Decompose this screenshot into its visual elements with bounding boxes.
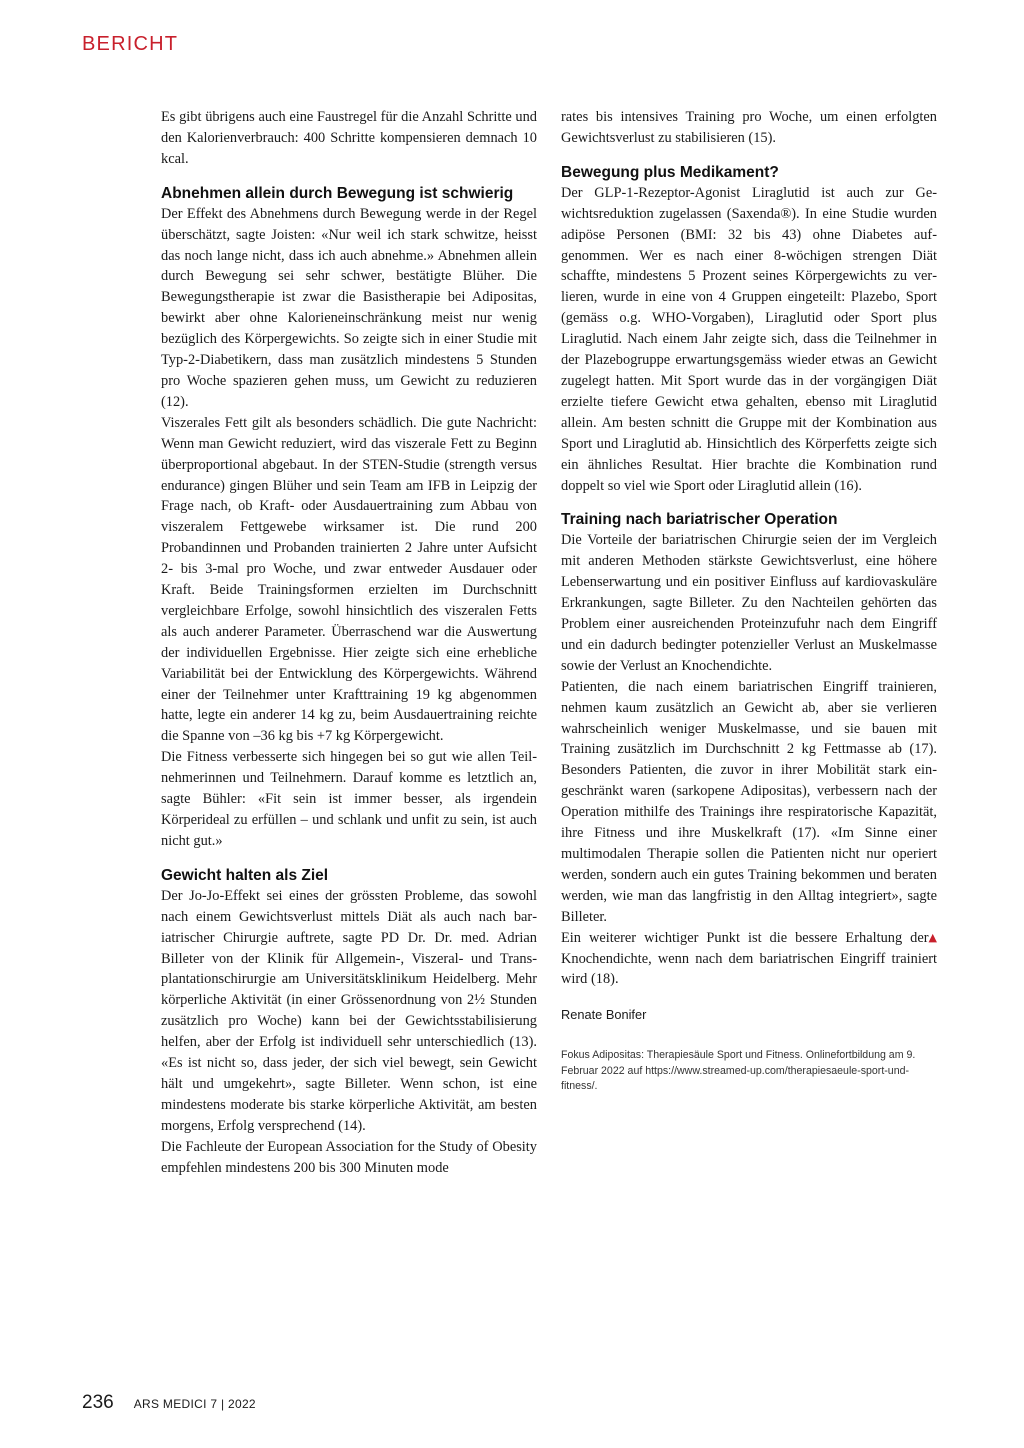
heading-abnehmen: Abnehmen allein durch Bewegung ist schwierig — [161, 184, 514, 202]
heading-gewicht-halten: Gewicht halten als Ziel — [161, 866, 329, 884]
paragraph: Der Jo-Jo-Effekt sei eines der grössten Probleme, das sowohl nach einem Gewichtsverlust mittels Diät als auch nach bariatrischer Chirurgie auftrete, sagte PD Dr. Dr. med. Adrian Billeter von der Klinik für Allgemein-, Viszeral- und Transplantationschirurgie am Universitätsklinikum Heidelberg. Mehr körperliche Aktivität (in einer Grössenordnung von 2½ Stunden zusätzlich pro Woche) kann bei der Gewichtsstabilisierung helfen, aber der Erfolg ist individuell sehr unterschiedlich (13). «Es ist nicht so, dass jeder, der sich viel bewegt, sein Gewicht hält und umgekehrt», sagte Billeter. Wenn schon, ist eine mindestens moderate bis starke körperliche Aktivität, am besten morgens, Erfolg versprechend (14). — [161, 887, 537, 1134]
final-text: Ein weiterer wichtiger Punkt ist die bessere Erhaltung der Knochendichte, wenn nach dem bariatrischen Eingriff trainiert wird (18). — [561, 929, 937, 988]
paragraph: Die Fitness verbesserte sich hingegen bei so gut wie allen Teilnehmerinnen und Teilnehmern. Darauf komme es letztlich an, sagte Bühler: «Fit sein ist immer besser, als irgendein Körperideal zu erfüllen – und schlank und unfit zu sein, ist auch nicht gut.» — [161, 749, 537, 849]
paragraph: Die Vorteile der bariatrischen Chirurgie seien der im Vergleich mit anderen Methoden stärkste Gewichtsverlust, eine höhere Lebenserwartung und ein positiver Einfluss auf kardiovaskuläre Erkrankungen, sagte Billeter. Zu den Nachteilen gehörten das Problem einer ausreichenden Proteinzufuhr nach dem Eingriff und ein dadurch bedingter potenzieller Verlust an Muskelmasse sowie der Verlust an Knochendichte. — [561, 532, 937, 674]
author: Renate Bonifer — [561, 1007, 647, 1023]
paragraph: Viszerales Fett gilt als besonders schädlich. Die gute Nachricht: Wenn man Gewicht reduziert, wird das viszerale Fett zu Beginn überproportional abgebaut. In der STEN-Studie (strength versus endurance) gingen Blüher und sein Team am IFB in Leipzig der Frage nach, ob Kraft- oder Ausdauertraining zum Abbau von viszeralem Fettgewebe wirksamer ist. Die rund 200 Probandinnen und Probanden trainierten 2 Jahre unter Aufsicht 2- bis 3-mal pro Woche, und zwar entweder Ausdauer oder Kraft. Beide Trainingsformen erzielten im Durchschnitt vergleichbare Erfolge, sowohl hinsichtlich des viszeralen Fetts als auch anderer Parameter. Überraschend war die Auswertung der individuellen Ergebnisse. Hier zeigte sich eine erhebliche Variabilität bei der Entwicklung des Körpergewichts. Während einer der Teilnehmer unter Krafttraining 19 kg abgenommen hatte, legte ein anderer 14 kg zu, beim Ausdauertraining reichte die Spanne von –36 kg bis +7 kg Körpergewicht. — [161, 414, 537, 745]
end-triangle-icon: ▲ — [928, 930, 937, 944]
left-column — [161, 107, 537, 1179]
paragraph: Die Fachleute der European Association for the Study of Obesity empfehlen mindestens 200 bis 300 Minuten mode — [161, 1138, 537, 1176]
paragraph: Patienten, die nach einem bariatrischen Eingriff trainieren, nehmen kaum zusätzlich an Gewicht ab, aber sie verlieren wahrscheinlich weniger Muskelmasse, und sie bauen mit Training zusätzlich im Durchschnitt 2 kg Fettmasse ab (17). Besonders Patienten, die zuvor in ihrer Mobilität stark eingeschränkt waren (sarkopene Adipositas), verbessern nach der Operation mithilfe des Trainings ihre respiratorische Kapazität, ihre Fitness und ihre Muskelkraft (17). «Im Sinne einer multimodalen Therapie sollen die Patienten nicht nur operiert werden, sondern auch ein gutes Training bekommen und beraten werden, wie man das langfristig in den Alltag integriert», sagte Billeter. — [561, 678, 937, 925]
journal-name: ARS MEDICI 7 | 2022 — [133, 1397, 256, 1411]
right-column — [561, 107, 937, 1095]
page-footer — [82, 1392, 256, 1414]
paragraph-final — [561, 928, 937, 991]
heading-bewegung-medikament: Bewegung plus Medikament? — [561, 163, 779, 181]
section-label: BERICHT — [82, 33, 179, 55]
page-number: 236 — [82, 1392, 114, 1413]
intro-paragraph: Es gibt übrigens auch eine Faustregel für die Anzahl Schritte und den Kalorienverbrauch: 400 Schritte kompensieren demnach 10 kcal. — [161, 109, 537, 167]
paragraph: rates bis intensives Training pro Woche, um einen erfolgten Gewichtsverlust zu stabilisieren (15). — [561, 109, 937, 146]
heading-training-bariatrisch: Training nach bariatrischer Operation — [561, 511, 838, 529]
paragraph: Der GLP-1-Rezeptor-Agonist Liraglutid ist auch zur Gewichtsreduktion zugelassen (Saxenda®). In eine Studie wurden adipöse Personen (BMI: 32 bis 43) ohne Diabetes aufgenommen. Wer es nach einer 8-wöchigen strengen Diät schaffte, mindestens 5 Prozent seines Körpergewichts zu verlieren, wurde in eine von 4 Gruppen eingeteilt: Plazebo, Sport (gemäss o.g. WHO-Vorgaben), Liraglutid oder Sport plus Liraglutid. Nach einem Jahr zeigte sich, dass die Teilnehmer in der Plazebogruppe erwartungsgemäss wieder etwas an Gewicht zugelegt hatten. Mit Sport wurde das in der vorgängigen Diät erzielte tiefere Gewicht etwa gehalten, ebenso mit Liraglutid allein. Am besten schnitt die Gruppe mit der Kombination aus Sport und Liraglutid ab. Hinsichtlich des Körperfetts zeigte sich ein ähnliches Resultat. Hier brachte die Kombination rund doppelt so viel wie Sport oder Liraglutid allein (16). — [561, 184, 937, 494]
paragraph: Der Effekt des Abnehmens durch Bewegung werde in der Regel überschätzt, sagte Joisten: «Nur weil ich stark schwitze, heisst das noch lange nicht, dass ich auch abnehme.» Abnehmen allein durch Bewegung sei sehr schwer, bestätigte Blüher. Die Bewegungstherapie ist zwar die Basistherapie bei Adipositas, bewirkt aber ohne Kalorieneinschränkung meist nur wenig bezüglich des Körpergewichts. So zeigte sich in einer Studie mit Typ-2-Diabetikern, dass man zusätzlich mindestens 5 Stunden pro Woche spazieren gehen muss, um Gewicht zu reduzieren (12). — [161, 205, 537, 410]
footnote: Fokus Adipositas: Therapiesäule Sport und Fitness. Onlinefortbildung am 9. Februar 2022 auf https://www.streamed-up.com/therapiesaeule-sport-und-fitness/. — [561, 1049, 916, 1093]
